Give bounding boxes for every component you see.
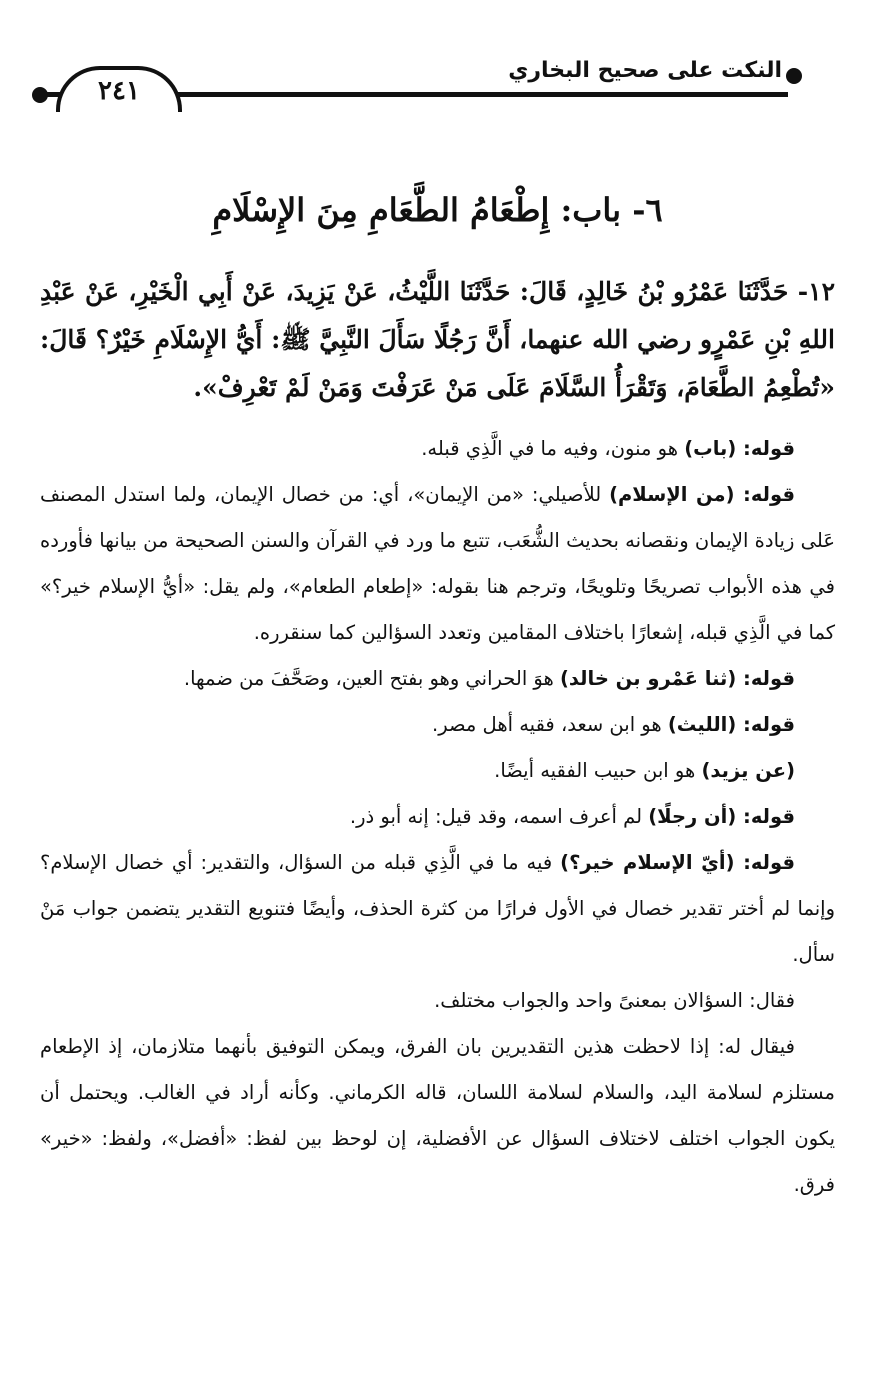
commentary-lead: قوله: (أن رجلًا) — [648, 804, 795, 828]
commentary-text: هو ابن سعد، فقيه أهل مصر. — [432, 712, 668, 736]
header-dot-left — [32, 87, 48, 103]
page-content — [40, 190, 835, 1208]
commentary-paragraph — [40, 426, 835, 472]
commentary-paragraph — [40, 840, 835, 978]
chapter-title: ٦- باب: إِطْعَامُ الطَّعَامِ مِنَ الإِسْلَامِ — [212, 191, 663, 229]
book-title: النكت على صحيح البخاري — [508, 58, 782, 83]
commentary-lead: قوله: (الليث) — [667, 712, 795, 736]
running-header — [28, 52, 828, 112]
commentary-paragraph — [40, 748, 835, 794]
commentary-text: هوَ الحراني وهو بفتح العين، وصَحَّفَ من ضمها. — [183, 666, 560, 690]
commentary-lead: قوله: (أيّ الإسلام خير؟) — [560, 850, 796, 874]
page-number: ٢٤١ — [56, 66, 182, 112]
commentary-text: للأصيلي: «من الإيمان»، أي: من خصال الإيمان، ولما استدل المصنف عَلى زيادة الإيمان ونقصانه بحديث الشُّعَب، تتبع ما ورد في القرآن والسنن الصحيحة من بيانها فأورده في هذه الأبواب تصريحًا وتلويحًا، وترجم هنا بقوله: «إطعام الطعام»، ولم يقل: «أيُّ الإسلام خير؟» كما في الَّذِي قبله، إشعارًا باختلاف المقامين وتعدد السؤالين كما سنقرره. — [40, 482, 835, 644]
commentary-paragraph — [40, 1024, 835, 1208]
commentary-paragraph — [40, 472, 835, 656]
commentary-lead: (عن يزيد) — [701, 758, 795, 782]
commentary-text: فيقال له: إذا لاحظت هذين التقديرين بان الفرق، ويمكن التوفيق بأنهما متلازمان، إذ الإطعام مستلزم لسلامة اليد، والسلام لسلامة اللسان، قاله الكرماني. وكأنه أراد في الغالب. ويحتمل أن يكون الجواب اختلف لاختلاف السؤال عن الأفضلية، إن لوحظ بين لفظ: «أفضل»، ولفظ: «خير» فرق. — [40, 1034, 835, 1196]
commentary-lead: قوله: (من الإسلام) — [609, 482, 795, 506]
commentary-paragraph — [40, 702, 835, 748]
commentary-paragraph — [40, 656, 835, 702]
header-dot-right — [786, 68, 802, 84]
commentary-lead: قوله: (ثنا عَمْرو بن خالد) — [560, 666, 795, 690]
commentary-text: فيه ما في الَّذِي قبله من السؤال، والتقدير: أي خصال الإسلام؟ وإنما لم أختر تقدير خصال في الأول فرارًا من كثرة الحذف، وأيضًا فتنويع التقدير يتضمن جواب مَنْ سأل. — [40, 850, 835, 966]
commentary-paragraph — [40, 794, 835, 840]
commentary-text: فقال: السؤالان بمعنىً واحد والجواب مختلف. — [434, 988, 795, 1012]
hadith-text: ١٢- حَدَّثَنَا عَمْرُو بْنُ خَالِدٍ، قَالَ: حَدَّثَنَا اللَّيْثُ، عَنْ يَزِيدَ، عَنْ أَبِي الْخَيْرِ، عَنْ عَبْدِ اللهِ بْنِ عَمْرٍو رضي الله عنهما، أَنَّ رَجُلًا سَأَلَ النَّبِيَّ ﷺ: أَيُّ الإِسْلَامِ خَيْرٌ؟ قَالَ: «تُطْعِمُ الطَّعَامَ، وَتَقْرَأُ السَّلَامَ عَلَى مَنْ عَرَفْتَ وَمَنْ لَمْ تَعْرِفْ». — [40, 276, 835, 402]
commentary-paragraph — [40, 978, 835, 1024]
commentary-text: هو ابن حبيب الفقيه أيضًا. — [494, 758, 702, 782]
commentary-text: هو منون، وفيه ما في الَّذِي قبله. — [421, 436, 685, 460]
commentary-text: لم أعرف اسمه، وقد قيل: إنه أبو ذر. — [349, 804, 649, 828]
commentary-lead: قوله: (باب) — [684, 436, 795, 460]
